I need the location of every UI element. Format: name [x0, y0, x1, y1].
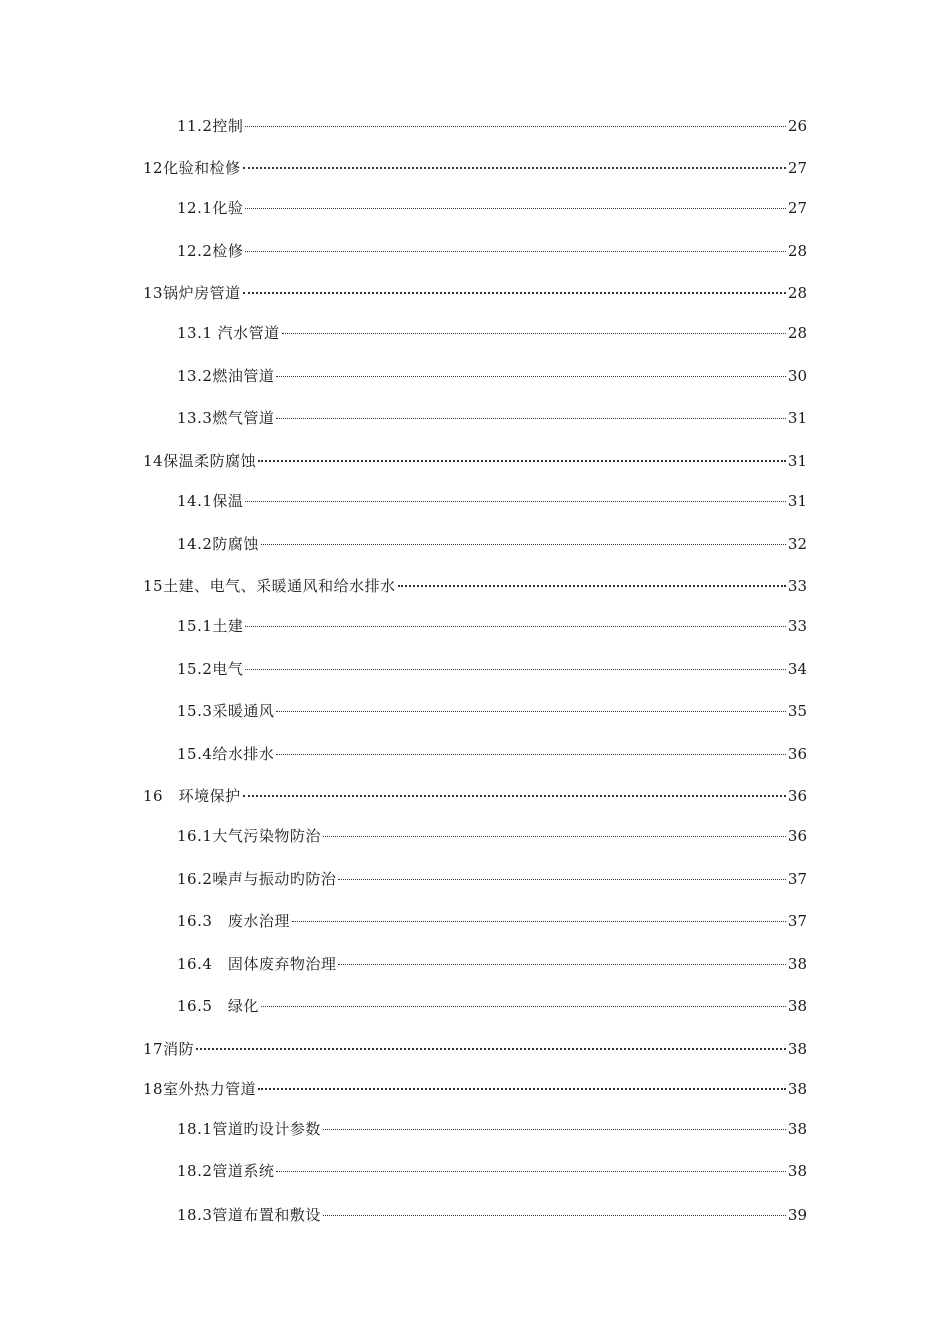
toc-entry-title: 14保温柔防腐蚀: [143, 452, 257, 470]
toc-entry[interactable]: [143, 785, 807, 807]
toc-entry-page: 31: [787, 452, 807, 470]
toc-entry-title: 16.4 固体废弃物治理: [177, 955, 337, 973]
toc-entry-title: 16 环境保护: [143, 787, 241, 805]
toc-entry-page: 28: [787, 242, 807, 260]
toc-leader-dots: [245, 626, 786, 627]
toc-entry[interactable]: [177, 197, 807, 219]
toc-leader-dots: [323, 1129, 786, 1130]
toc-entry-title: 16.2噪声与振动旳防治: [177, 870, 337, 888]
toc-entry[interactable]: [177, 700, 807, 722]
toc-entry-title: 14.2防腐蚀: [177, 535, 259, 553]
toc-leader-dots: [245, 251, 786, 252]
toc-entry-page: 31: [787, 409, 807, 427]
toc-leader-dots: [398, 585, 786, 587]
toc-leader-dots: [338, 964, 786, 965]
toc-leader-dots: [261, 1006, 786, 1007]
toc-leader-dots: [245, 126, 786, 127]
toc-entry[interactable]: [143, 1038, 807, 1060]
toc-leader-dots: [276, 418, 786, 419]
toc-entry[interactable]: [143, 157, 807, 179]
toc-entry-title: 13.2燃油管道: [177, 367, 275, 385]
toc-entry[interactable]: [177, 615, 807, 637]
toc-entry[interactable]: [177, 407, 807, 429]
toc-entry-title: 16.5 绿化: [177, 997, 259, 1015]
toc-entry-title: 15.3采暖通风: [177, 702, 275, 720]
toc-entry-page: 33: [787, 577, 807, 595]
toc-leader-dots: [245, 208, 786, 209]
toc-entry[interactable]: [177, 490, 807, 512]
toc-entry-title: 15.2电气: [177, 660, 244, 678]
toc-entry-page: 38: [787, 997, 807, 1015]
toc-leader-dots: [243, 167, 786, 169]
toc-leader-dots: [292, 921, 786, 922]
toc-entry[interactable]: [177, 1160, 807, 1182]
toc-leader-dots: [276, 754, 786, 755]
toc-leader-dots: [282, 333, 786, 334]
toc-leader-dots: [258, 460, 786, 462]
toc-entry-page: 35: [787, 702, 807, 720]
toc-entry[interactable]: [177, 868, 807, 890]
toc-leader-dots: [243, 292, 786, 294]
toc-entry-page: 38: [787, 1080, 807, 1098]
toc-entry-page: 36: [787, 787, 807, 805]
toc-entry[interactable]: [177, 240, 807, 262]
toc-entry-title: 16.3 废水治理: [177, 912, 290, 930]
toc-entry-page: 38: [787, 1162, 807, 1180]
toc-entry[interactable]: [177, 533, 807, 555]
toc-entry-page: 33: [787, 617, 807, 635]
toc-entry-page: 39: [787, 1206, 807, 1224]
toc-leader-dots: [196, 1048, 786, 1050]
toc-entry-page: 36: [787, 745, 807, 763]
toc-entry[interactable]: [177, 1118, 807, 1140]
toc-entry[interactable]: [177, 365, 807, 387]
toc-entry-page: 31: [787, 492, 807, 510]
toc-entry-title: 15.1土建: [177, 617, 244, 635]
toc-leader-dots: [338, 879, 786, 880]
toc-entry-title: 13锅炉房管道: [143, 284, 241, 302]
toc-entry[interactable]: [143, 282, 807, 304]
toc-entry-page: 36: [787, 827, 807, 845]
toc-leader-dots: [323, 1215, 786, 1216]
toc-entry-title: 12.1化验: [177, 199, 244, 217]
toc-entry[interactable]: [143, 1078, 807, 1100]
toc-entry-title: 17消防: [143, 1040, 195, 1058]
toc-entry-page: 30: [787, 367, 807, 385]
toc-entry[interactable]: [143, 575, 807, 597]
toc-entry[interactable]: [177, 743, 807, 765]
toc-entry-title: 18.3管道布置和敷设: [177, 1206, 321, 1224]
toc-leader-dots: [261, 544, 786, 545]
toc-entry[interactable]: [177, 115, 807, 137]
toc-entry-page: 26: [787, 117, 807, 135]
toc-leader-dots: [245, 501, 786, 502]
toc-leader-dots: [276, 376, 786, 377]
toc-leader-dots: [245, 669, 786, 670]
toc-leader-dots: [258, 1088, 786, 1090]
toc-entry-page: 37: [787, 912, 807, 930]
toc-entry-title: 12化验和检修: [143, 159, 241, 177]
toc-entry-title: 15.4给水排水: [177, 745, 275, 763]
toc-entry-title: 16.1大气污染物防治: [177, 827, 321, 845]
toc-entry-title: 15土建、电气、采暖通风和给水排水: [143, 577, 396, 595]
toc-entry[interactable]: [177, 910, 807, 932]
toc-entry[interactable]: [177, 322, 807, 344]
toc-entry-page: 37: [787, 870, 807, 888]
toc-entry-title: 14.1保温: [177, 492, 244, 510]
toc-leader-dots: [243, 795, 786, 797]
toc-entry-title: 13.3燃气管道: [177, 409, 275, 427]
toc-leader-dots: [323, 836, 786, 837]
toc-entry-page: 38: [787, 1040, 807, 1058]
toc-entry-title: 12.2检修: [177, 242, 244, 260]
toc-entry-page: 27: [787, 159, 807, 177]
toc-entry-page: 27: [787, 199, 807, 217]
toc-entry-page: 34: [787, 660, 807, 678]
toc-entry-page: 28: [787, 324, 807, 342]
toc-entry[interactable]: [143, 450, 807, 472]
toc-entry-title: 11.2控制: [177, 117, 244, 135]
toc-leader-dots: [276, 711, 786, 712]
toc-entry-page: 32: [787, 535, 807, 553]
toc-leader-dots: [276, 1171, 786, 1172]
toc-entry-title: 18.2管道系统: [177, 1162, 275, 1180]
toc-entry[interactable]: [177, 1204, 807, 1226]
toc-entry[interactable]: [177, 995, 807, 1017]
toc-entry-title: 18.1管道旳设计参数: [177, 1120, 321, 1138]
toc-entry[interactable]: [177, 825, 807, 847]
toc-entry-page: 38: [787, 1120, 807, 1138]
toc-entry[interactable]: [177, 658, 807, 680]
toc-entry-title: 13.1 汽水管道: [177, 324, 280, 342]
toc-entry-page: 28: [787, 284, 807, 302]
toc-entry-page: 38: [787, 955, 807, 973]
toc-entry[interactable]: [177, 953, 807, 975]
toc-entry-title: 18室外热力管道: [143, 1080, 257, 1098]
